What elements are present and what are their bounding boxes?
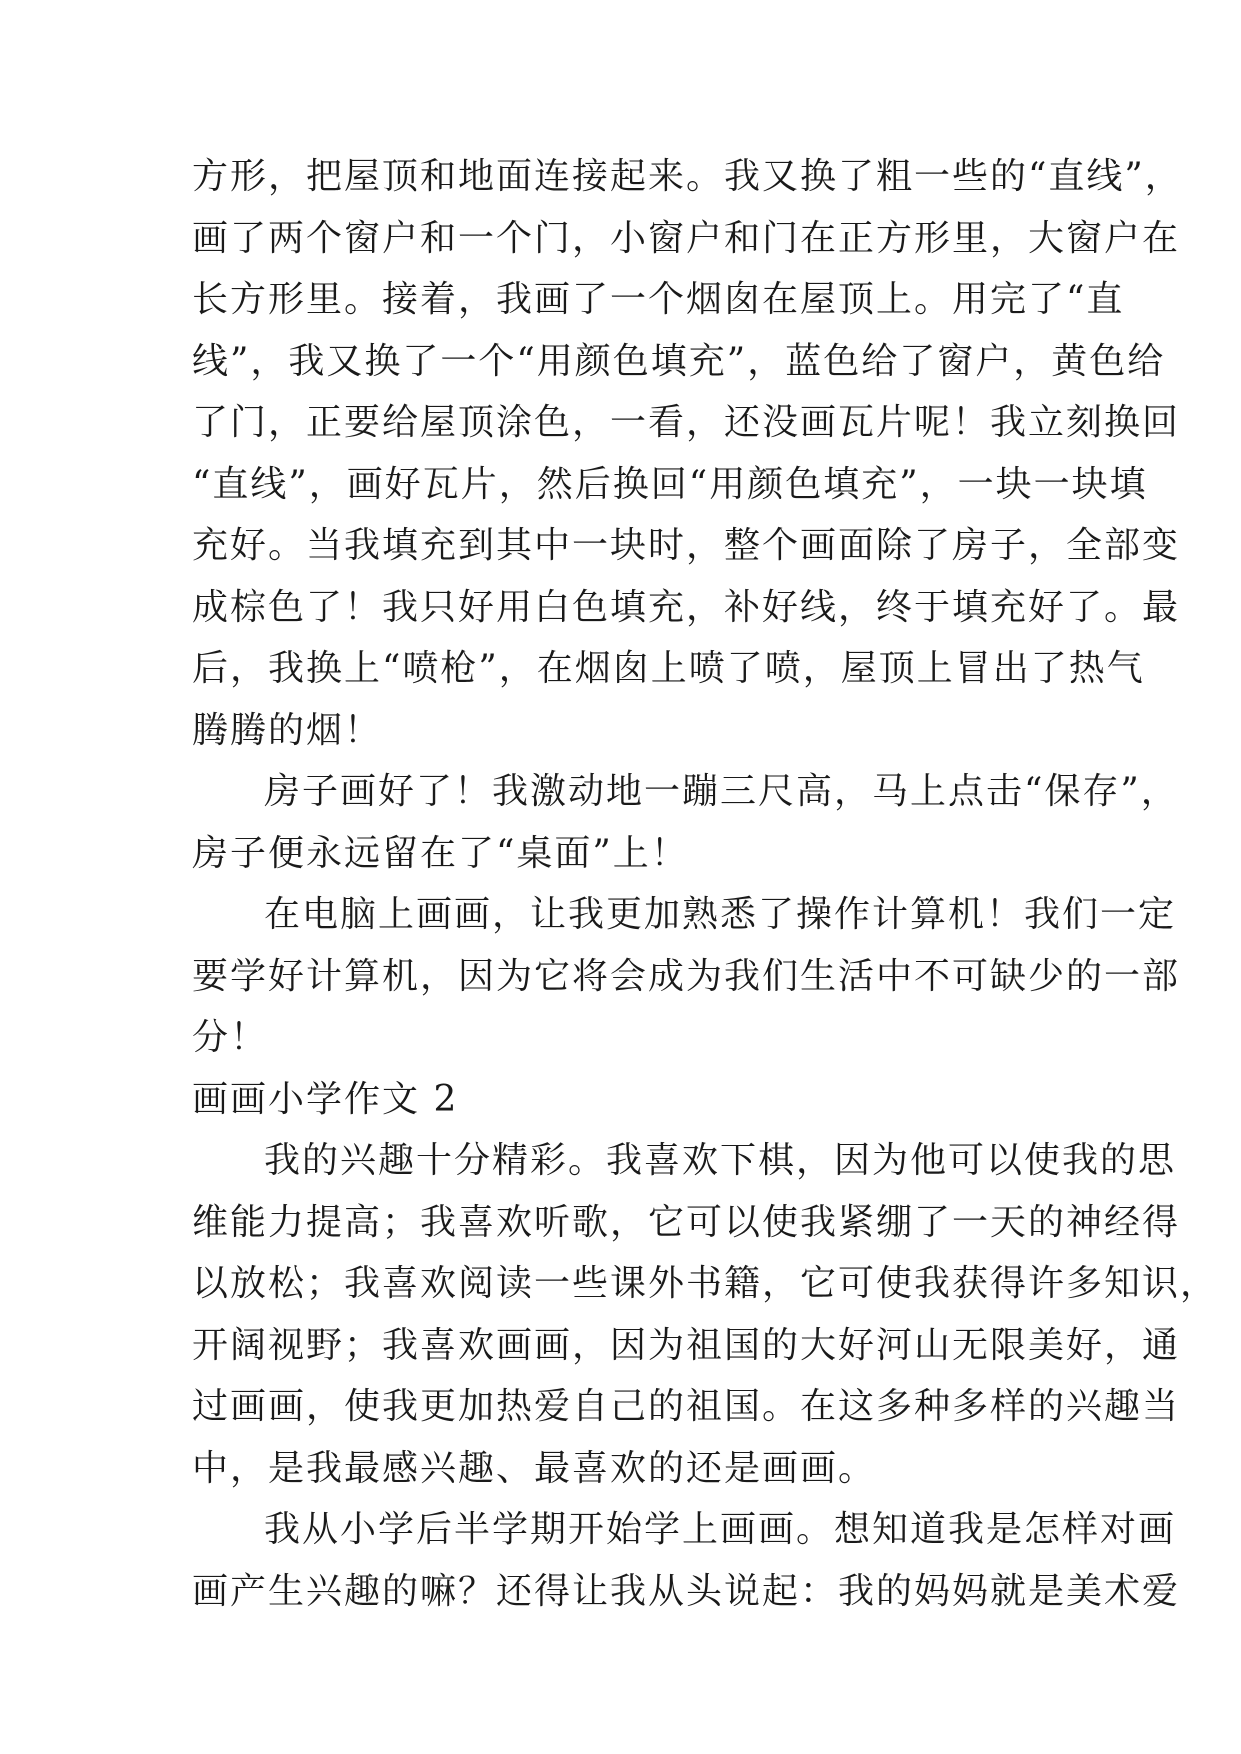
text-line: 维能力提高；我喜欢听歌，它可以使我紧绷了一天的神经得	[192, 1201, 1181, 1243]
text-line: 充好。当我填充到其中一块时，整个画面除了房子，全部变	[192, 525, 1181, 566]
text-line: 分！	[192, 1017, 269, 1058]
text-line: 画产生兴趣的嘛？还得让我从头说起：我的妈妈就是美术爱	[192, 1570, 1181, 1612]
text-line: 要学好计算机，因为它将会成为我们生活中不可缺少的一部	[192, 955, 1181, 997]
text-line: 方形，把屋顶和地面连接起来。我又换了粗一些的“直线”，	[192, 156, 1183, 197]
text-line: 腾腾的烟！	[192, 709, 383, 751]
text-line: 后，我换上“喷枪”，在烟囱上喷了喷，屋顶上冒出了热气	[192, 648, 1145, 689]
text-line: 画了两个窗户和一个门，小窗户和门在正方形里，大窗户在	[192, 217, 1181, 259]
text-line: 了门，正要给屋顶涂色，一看，还没画瓦片呢！我立刻换回	[192, 402, 1181, 443]
paragraph-start-line: 在电脑上画画，让我更加熟悉了操作计算机！我们一定	[264, 894, 1177, 935]
text-line: “直线”，画好瓦片，然后换回“用颜色填充”，一块一块填	[192, 463, 1148, 505]
text-line: 线”，我又换了一个“用颜色填充”，蓝色给了窗户，黄色给	[192, 340, 1166, 382]
section-heading: 画画小学作文 2	[192, 1078, 459, 1120]
text-line: 开阔视野；我喜欢画画，因为祖国的大好河山无限美好，通	[192, 1324, 1181, 1366]
paragraph-start-line: 我从小学后半学期开始学上画画。想知道我是怎样对画	[264, 1509, 1177, 1550]
text-line: 长方形里。接着，我画了一个烟囱在屋顶上。用完了“直	[192, 279, 1125, 320]
text-line: 成棕色了！我只好用白色填充，补好线，终于填充好了。最	[192, 586, 1181, 628]
text-line: 过画画，使我更加热爱自己的祖国。在这多种多样的兴趣当	[192, 1386, 1181, 1427]
text-line: 以放松；我喜欢阅读一些课外书籍，它可使我获得许多知识，	[192, 1263, 1219, 1304]
paragraph-start-line: 房子画好了！我激动地一蹦三尺高，马上点击“保存”，	[264, 771, 1179, 812]
document-body	[192, 146, 1219, 1622]
paragraph-start-line: 我的兴趣十分精彩。我喜欢下棋，因为他可以使我的思	[264, 1140, 1177, 1181]
text-line: 中，是我最感兴趣、最喜欢的还是画画。	[192, 1447, 877, 1489]
text-line: 房子便永远留在了“桌面”上！	[192, 832, 689, 874]
